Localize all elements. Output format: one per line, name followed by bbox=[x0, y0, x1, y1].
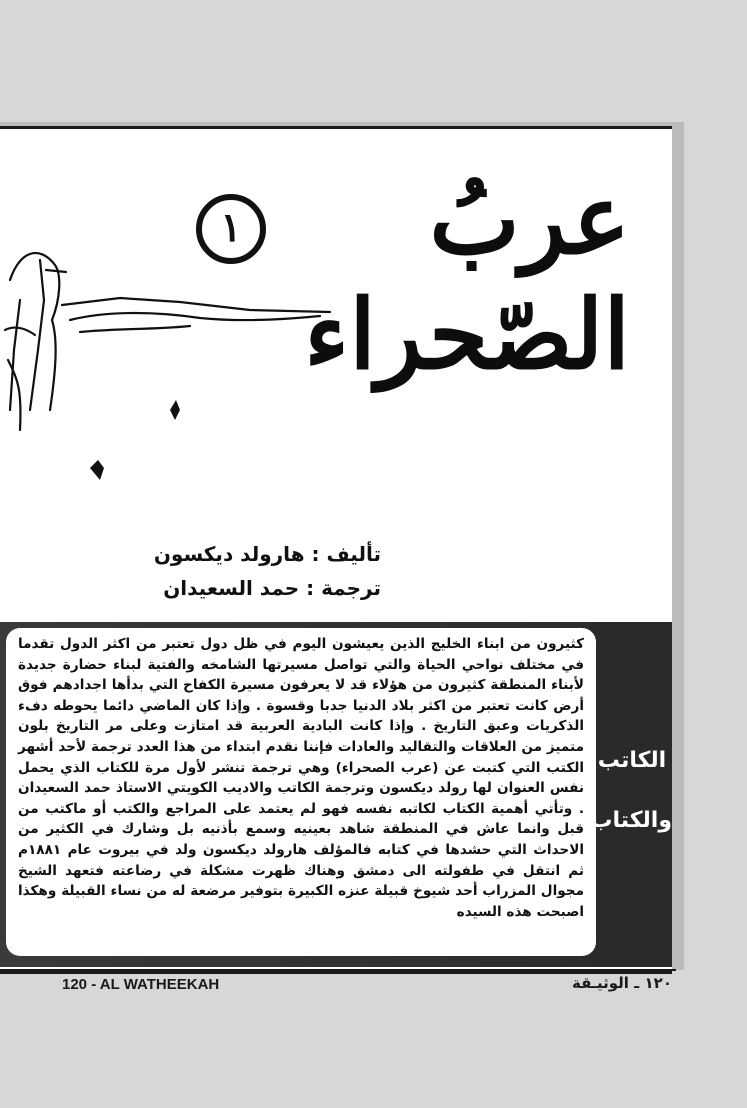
footer-page-label-latin: 120 - AL WATHEEKAH bbox=[62, 976, 220, 993]
title-line-1: عربُ bbox=[429, 163, 630, 276]
footer-page-label-arabic: ١٢٠ ـ الوثيـقة bbox=[572, 974, 672, 992]
author-credit: تأليف : هارولد ديكسون bbox=[153, 542, 381, 566]
episode-number-badge: ١ bbox=[196, 194, 266, 264]
article-paragraph: كثيرون من ابناء الخليج الذين يعيشون اليوم في ظل دول تعتبر من اكثر الدول تقدما في مختلف نواحي الحياة والتي تواصل مسيرتها الشامخه والفتية لبناء حضارة جديدة لأبناء المنطقة كثيرون من هؤلاء قد لا يعرفون مسيرة الكفاح التي بدأها اجدادهم فوق أرض كانت تعتبر من اكثر بلاد الدنيا جدبا وقسوة . وإذا كان الماضي دائما يحوطه دفء الذكريات وعبق التاريخ . وإذا كانت البادية العربية قد امتازت وعلى مر التاريخ بلون متميز من العلاقات والتقاليد والعادات فإننا نقدم ابتداء من هذا العدد ترجمة لأحد أشهر الكتب التي كتبت عن (عرب الصحراء) وهي ترجمة تنشر لأول مرة للكتاب الذي يحمل نفس العنوان لها رولد ديكسون وترجمة الكاتب والاديب الكويتي الاستاذ حمد السعيدان . وتأتي أهمية الكتاب لكاتبه نفسه فهو لم يعتمد على المراجع والكتب أو ماكتب من قبل وانما عاش في المنطقة شاهد بعينيه وسمع بأذنيه بل وشارك في الكثير من الاحداث التي حشدها في كتابه فالمؤلف هارولد ديكسون ولد في بيروت عام ١٨٨١م ثم انتقل في طفولته الى دمشق وهناك ظهرت مشكلة في رضاعته فتعهد الشيخ مجوال المزراب أحد شيوخ قبيلة عنزه الكبيرة بتوفير مرضعة له من نساء القبيلة وهكذا اصبحت هذه السيده bbox=[18, 636, 584, 920]
section-side-bar bbox=[590, 622, 672, 967]
section-label-writer: الكاتب bbox=[597, 748, 667, 773]
article-text-box bbox=[6, 628, 596, 956]
title-line-2: الصّحراء bbox=[304, 278, 630, 391]
footer-rule bbox=[0, 969, 676, 971]
translator-credit: ترجمة : حمد السعيدان bbox=[163, 576, 381, 600]
section-label-book: والكتاب bbox=[590, 808, 672, 833]
